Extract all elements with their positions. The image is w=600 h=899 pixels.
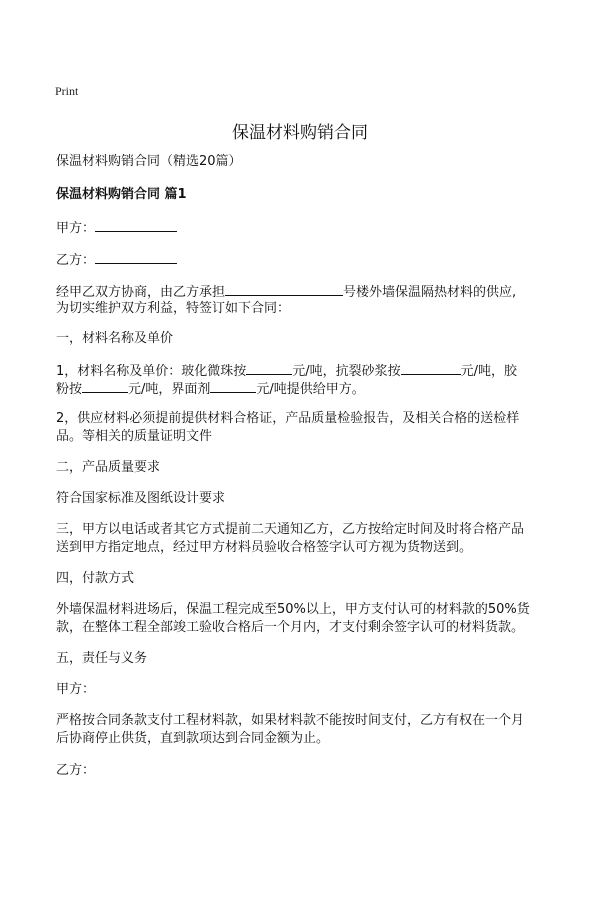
item-2-line-2: 品。等相关的质量证明文件 [56,429,213,444]
item-1-text-a: 1，材料名称及单价：玻化微珠按 [56,364,247,379]
document-title: 保温材料购销合同 [232,123,368,143]
section-5-heading: 五，责任与义务 [56,651,148,666]
section-3-line-2: 送到甲方指定地点，经过甲方材料员验收合格签字认可方视为货物送到。 [56,540,473,555]
section-5-party-a: 甲方： [56,682,96,697]
party-a-line [56,218,552,238]
section-4-heading: 四，付款方式 [56,571,135,586]
section-2-heading: 二，产品质量要求 [56,460,161,475]
item-1-text-b: 元/吨，抗裂砂浆按 [292,364,401,379]
section-4-line-2: 款，在整体工程全部竣工验收合格后一个月内，才支付剩余签字认可的材料货款。 [56,620,525,635]
price-blank-3 [82,379,128,393]
section-2-text: 符合国家标准及图纸设计要求 [56,491,226,506]
party-b-label: 乙方： [56,253,96,268]
intro-line-1 [56,282,552,302]
section-4-line-1: 外墙保温材料进场后，保温工程完成至50%以上，甲方支付认可的材料款的50%货 [56,602,530,617]
party-b-blank [95,250,177,264]
item-1-text-e: 元/吨，界面剂 [128,382,211,397]
item-2-line-1: 2，供应材料必须提前提供材料合格证，产品质量检验报告，及相关合格的送检样 [56,411,520,426]
price-blank-1 [246,361,292,375]
item-1-line-1 [56,361,552,381]
item-1-text-c: 元/吨，胶 [460,364,518,379]
section-3-line-1: 三，甲方以电话或者其它方式提前二天通知乙方，乙方按给定时间及时将合格产品 [56,522,525,537]
document-subtitle: 保温材料购销合同（精选20篇） [56,154,242,169]
section-heading: 保温材料购销合同 篇1 [56,187,187,202]
item-1-text-d: 粉按 [56,382,83,397]
item-1-line-2 [56,379,552,399]
item-1-text-f: 元/吨提供给甲方。 [256,382,365,397]
party-b-line [56,250,552,270]
intro-line-2: 为切实维护双方利益，特签订如下合同： [56,301,291,316]
party-a-label: 甲方： [56,221,96,236]
section-5-party-b: 乙方： [56,763,96,778]
section-1-heading: 一，材料名称及单价 [56,331,174,346]
intro-text-1: 经甲乙双方协商，由乙方承担 [56,285,226,300]
building-number-blank [225,282,343,296]
party-a-blank [95,218,177,232]
price-blank-4 [210,379,256,393]
section-5-a-line-2: 后协商停止供货，直到款项达到合同金额为止。 [56,731,330,746]
price-blank-2 [401,361,461,375]
print-label[interactable]: Print [55,84,79,98]
section-5-a-line-1: 严格按合同条款支付工程材料款，如果材料款不能按时间支付，乙方有权在一个月 [56,713,525,728]
intro-text-2: 号楼外墙保温隔热材料的供应, [343,285,517,300]
